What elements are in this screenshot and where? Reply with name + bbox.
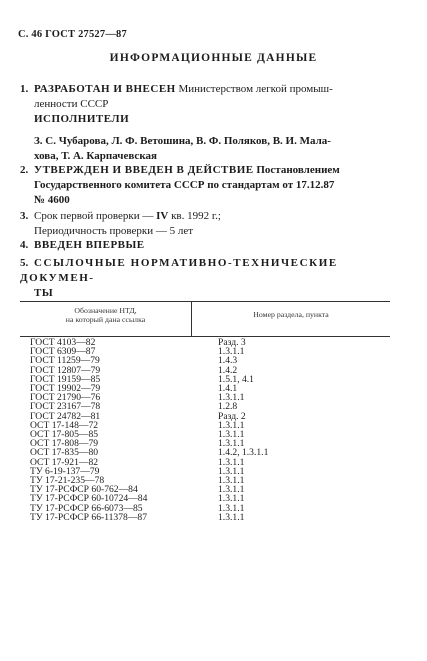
table-row-doc: ТУ 17-РСФСР 66-11378—87 [30,511,148,523]
table-row-doc: ОСТ 17-805—85 [30,429,99,441]
document-title: ИНФОРМАЦИОННЫЕ ДАННЫЕ [109,52,318,64]
page-header: С. 46 ГОСТ 27527—87 [18,29,127,40]
table-row-doc: ГОСТ 11259—79 [30,355,100,367]
section-4 [20,238,390,253]
table-row-section: 1.3.1.1 [218,511,245,523]
table-row-doc: ОСТ 17-808—79 [30,438,99,450]
section-5-line-1 [20,256,390,286]
section-5 [20,256,390,301]
section-2-heading: УТВЕРЖДЕН И ВВЕДЕН В ДЕЙСТВИЕ [34,164,254,176]
table-row-doc: ОСТ 17-148—72 [30,419,99,431]
table-row-doc: ГОСТ 4103—82 [30,337,96,348]
table-row-section: 1.3.1.1 [218,484,245,496]
executors-names [34,134,390,164]
table-header-col-2: Номер раздела, пункта [253,310,329,319]
section-1 [20,82,390,112]
table-column-documents [30,338,147,522]
table-row-section: 1.3.1.1 [218,475,245,487]
table-row-doc: ГОСТ 24782—81 [30,410,101,422]
section-5-number: 5. [20,257,29,269]
table-row-section: 1.4.3 [218,355,238,367]
table-row-section: 1.3.1.1 [218,419,245,431]
section-3-line-1: 3. Срок первой проверки — IV кв. 1992 г.; [20,210,221,222]
section-1-heading: РАЗРАБОТАН И ВНЕСЕН [34,83,176,95]
table-row-section: 1.3.1.1 [218,429,245,441]
section-3-number: 3. [20,210,29,222]
table-row-doc: ГОСТ 12807—79 [30,364,101,376]
table-row-section: Разд. 2 [218,410,246,422]
section-5-heading: ССЫЛОЧНЫЕ НОРМАТИВНО-ТЕХНИЧЕСКИЕ ДОКУМЕН- [20,257,338,284]
table-row-section: 1.3.1.1 [218,493,245,505]
section-3 [20,209,390,239]
executors-line-1: З. С. Чубарова, Л. Ф. Ветошина, В. Ф. Поляков, В. И. Мала- [34,135,331,147]
table-row-doc: ОСТ 17-835—80 [30,447,99,459]
section-3-line-2: Периодичность проверки — 5 лет [34,225,194,237]
table-row-doc: ГОСТ 6309—87 [30,346,96,358]
section-2-line-1 [20,163,390,178]
table-row-doc: ГОСТ 21790—76 [30,392,101,404]
table-row-section: 1.5.1, 4.1 [218,373,254,385]
table-row-section: 1.4.1 [218,383,238,395]
table-row-doc: ТУ 17-РСФСР 66-6073—85 [30,502,143,514]
table-row-doc: ОСТ 17-921—82 [30,456,99,468]
table-row-doc: ТУ 17-РСФСР 60-10724—84 [30,493,148,505]
executors-heading: ИСПОЛНИТЕЛИ [34,113,130,125]
section-1-line-2: ленности СССР [34,98,109,110]
table-row-section: 1.3.1.1 [218,438,245,450]
table-row-section: 1.3.1.1 [218,456,245,468]
table-row-doc: ГОСТ 19159—85 [30,373,101,385]
executors-line-2: хова, Т. А. Карпачевская [34,150,157,162]
table-row-doc: ТУ 17-21-235—78 [30,475,105,487]
section-2-number: 2. [20,164,29,176]
table-row-section: 1.3.1.1 [218,346,245,358]
table-row-section: 1.2.8 [218,401,238,413]
section-1-number: 1. [20,83,29,95]
section-1-line-1 [20,82,390,97]
table-header-col-1: Обозначение НТД, на который дана ссылка [65,306,146,324]
table-top-rule [20,301,390,302]
section-2-line-3: № 4600 [34,194,70,206]
section-2-line-2: Государственного комитета СССР по стандартам от 17.12.87 [34,179,335,191]
section-5-line-2: ТЫ [34,287,54,299]
table-row-section: Разд. 3 [218,337,246,348]
table-row-section: 1.3.1.1 [218,465,245,477]
table-row-section: 1.4.2 [218,364,238,376]
table-row-doc: ТУ 17-РСФСР 60-762—84 [30,484,138,496]
section-2-text: Постановлением [253,164,340,176]
section-1-text: Министерством легкой промыш- [175,83,333,95]
section-4-number: 4. [20,239,29,251]
table-row-section: 1.3.1.1 [218,392,245,404]
section-4-heading: ВВЕДЕН ВПЕРВЫЕ [34,239,145,251]
table-row-doc: ГОСТ 23167—78 [30,401,101,413]
table-row-doc: ТУ 6-19-137—79 [30,465,100,477]
table-row-section: 1.4.2, 1.3.1.1 [218,447,269,459]
table-column-sections [218,338,268,522]
table-row-doc: ГОСТ 19902—79 [30,383,101,395]
table-row-section: 1.3.1.1 [218,502,245,514]
section-2 [20,163,390,208]
